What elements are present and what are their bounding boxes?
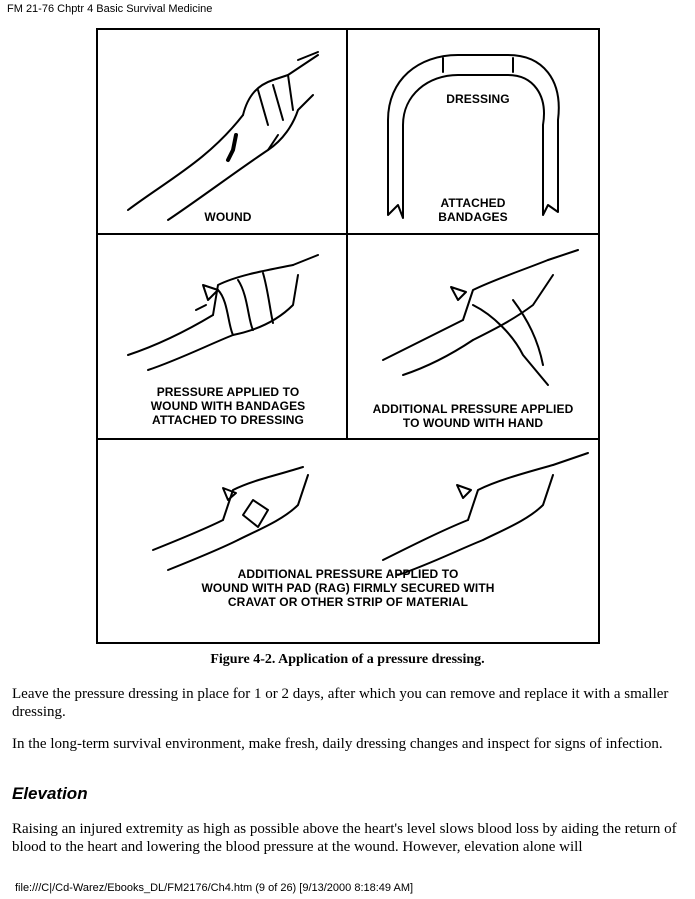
page-footer: file:///C|/Cd-Warez/Ebooks_DL/FM2176/Ch4.htm (9 of 26) [9/13/2000 8:18:49 AM] [15, 882, 414, 894]
pressure-bandage-drawing [118, 245, 338, 375]
figure-caption: Figure 4-2. Application of a pressure dressing. [210, 652, 485, 667]
panel-label-attached-bandages: ATTACHED BANDAGES [438, 196, 508, 224]
panel-label-pressure-applied: PRESSURE APPLIED TO WOUND WITH BANDAGES ATTACHED TO DRESSING [150, 385, 306, 427]
panel-label-additional-pad: ADDITIONAL PRESSURE APPLIED TO WOUND WITH PAD (RAG) FIRMLY SECURED WITH CRAVAT OR OTHER STRIP OF MATERIAL [201, 567, 495, 609]
hand-pressure-drawing [363, 245, 588, 395]
paragraph: In the long-term survival environment, make fresh, daily dressing changes and inspect for signs of infection. [12, 736, 663, 752]
pad-secured-drawing-right [373, 450, 593, 575]
grid-divider [346, 30, 348, 440]
panel-label-additional-hand: ADDITIONAL PRESSURE APPLIED TO WOUND WITH HAND [372, 402, 574, 430]
wound-arm-drawing [108, 40, 338, 225]
paragraph: Raising an injured extremity as high as possible above the heart's level slows blood loss by aiding the return of blood to the heart and lowering the blood pressure at the wound. However, elevation alone will [12, 821, 677, 855]
figure-illustration [96, 28, 600, 644]
panel-label-dressing: DRESSING [446, 92, 510, 106]
pad-secured-drawing-left [138, 455, 338, 575]
page-header: FM 21-76 Chptr 4 Basic Survival Medicine [7, 3, 213, 15]
grid-divider [98, 233, 598, 235]
panel-label-wound: WOUND [204, 210, 252, 224]
paragraph: Leave the pressure dressing in place for 1 or 2 days, after which you can remove and replace it with a smaller dressing. [12, 686, 669, 720]
section-heading: Elevation [12, 784, 88, 803]
grid-divider [98, 438, 598, 440]
